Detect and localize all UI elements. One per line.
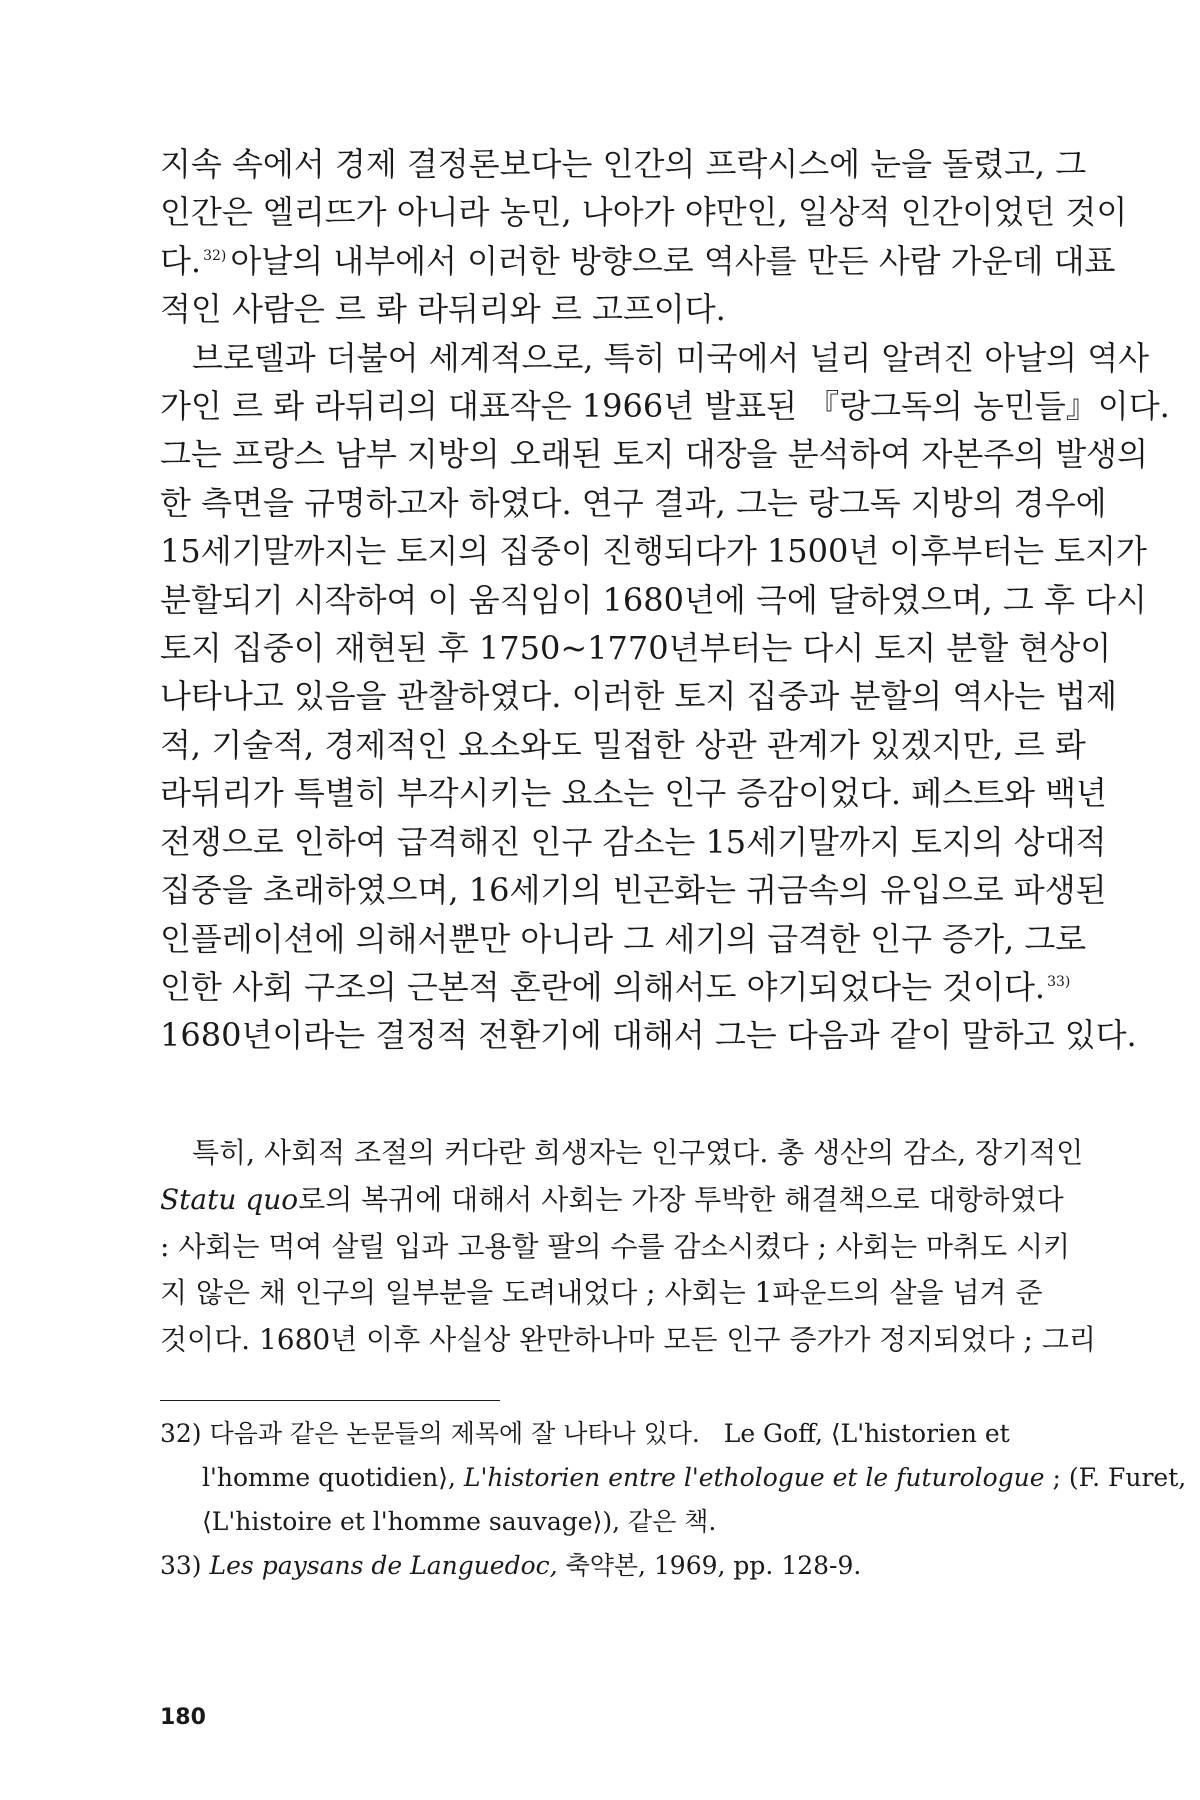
footnote-32-cont: ⟨L'histoire et l'homme sauvage⟩), 같은 책. [202, 1507, 717, 1536]
footnotes [160, 1412, 1187, 1588]
footnote-number: 33) [160, 1551, 202, 1580]
text-line: 브로델과 더불어 세계적으로, 특히 미국에서 널리 알려진 아날의 역사 [192, 338, 1150, 377]
text-fragment: Le Goff, ⟨L'historien et [723, 1419, 1010, 1448]
footnote-33 [160, 1544, 1020, 1588]
footnote-ref-32: 32) [203, 248, 227, 265]
text-line: 그는 프랑스 남부 지방의 오래된 토지 대장을 분석하여 자본주의 발생의 [160, 435, 1148, 474]
quote-line [160, 1177, 1064, 1224]
block-quote [160, 1130, 1096, 1364]
text-line: 적, 기술적, 경제적인 요소와도 밀접한 상관 관계가 있겠지만, 르 롸 [160, 725, 1086, 764]
footnote-ref-33: 33) [1047, 974, 1071, 991]
quote-line: 것이다. 1680년 이후 사실상 완만하나마 모든 인구 증가가 정지되었다 ; 그리 [160, 1323, 1096, 1357]
text-line: 인플레이션에 의해서뿐만 아니라 그 세기의 급격한 인구 증가, 그로 [160, 919, 1087, 958]
text-line: 한 측면을 규명하고자 하였다. 연구 결과, 그는 랑그독 지방의 경우에 [160, 483, 1107, 522]
footnote-32-cont [160, 1456, 1187, 1500]
text-line: 분할되기 시작하여 이 움직임이 1680년에 극에 달하였으며, 그 후 다시 [160, 580, 1147, 619]
text-fragment: l'homme quotidien⟩, [202, 1463, 456, 1492]
book-title: L'historien entre l'ethologue et le futurologue [463, 1463, 1045, 1492]
text-fragment: ; (F. Furet, [1052, 1463, 1187, 1492]
text-line: 라뒤리가 특별히 부각시키는 요소는 인구 증감이었다. 페스트와 백년 [160, 774, 1107, 813]
text-fragment: 다. [160, 241, 202, 280]
text-line: 1680년이라는 결정적 전환기에 대해서 그는 다음과 같이 말하고 있다. [160, 1016, 1137, 1055]
footnote-32 [160, 1412, 1020, 1456]
text-line [160, 237, 1116, 285]
quote-line: : 사회는 먹여 살릴 입과 고용할 팔의 수를 감소시켰다 ; 사회는 마취도 시키 [160, 1229, 1071, 1263]
text-fragment: 인한 사회 구조의 근본적 혼란에 의해서도 야기되었다는 것이다. [160, 967, 1046, 1006]
quote-line: 지 않은 채 인구의 일부분을 도려내었다 ; 사회는 1파운드의 살을 넘겨 준 [160, 1276, 1043, 1310]
footnote-number: 32) [160, 1419, 202, 1448]
text-fragment: 축약본, 1969, pp. 128-9. [565, 1551, 862, 1580]
text-line: 15세기말까지는 토지의 집중이 진행되다가 1500년 이후부터는 토지가 [160, 532, 1147, 571]
main-text [160, 140, 1170, 1060]
latin-phrase: Statu quo [160, 1182, 299, 1216]
text-line: 집중을 초래하였으며, 16세기의 빈곤화는 귀금속의 유입으로 파생된 [160, 871, 1107, 910]
text-line: 인간은 엘리뜨가 아니라 농민, 나아가 야만인, 일상적 인간이었던 것이 [160, 193, 1128, 232]
text-fragment: 다음과 같은 논문들의 제목에 잘 나타나 있다. [209, 1419, 700, 1448]
text-line: 가인 르 롸 라뒤리의 대표작은 1966년 발표된 『랑그독의 농민들』이다. [160, 387, 1170, 426]
page-number: 180 [160, 1705, 206, 1730]
book-title: Les paysans de Languedoc, [209, 1551, 558, 1580]
text-fragment: 로의 복귀에 대해서 사회는 가장 투박한 해결책으로 대항하였다 [298, 1182, 1064, 1216]
text-line [160, 963, 1071, 1011]
text-line: 나타나고 있음을 관찰하였다. 이러한 토지 집중과 분할의 역사는 법제 [160, 677, 1118, 716]
text-line: 전쟁으로 인하여 급격해진 인구 감소는 15세기말까지 토지의 상대적 [160, 822, 1107, 861]
footnote-divider [160, 1400, 500, 1401]
text-line: 적인 사람은 르 롸 라뒤리와 르 고프이다. [160, 290, 726, 329]
quote-line: 특히, 사회적 조절의 커다란 희생자는 인구였다. 총 생산의 감소, 장기적인 [192, 1136, 1084, 1169]
text-line: 지속 속에서 경제 결정론보다는 인간의 프락시스에 눈을 돌렸고, 그 [160, 145, 1087, 183]
text-fragment: 아날의 내부에서 이러한 방향으로 역사를 만든 사람 가운데 대표 [230, 241, 1116, 280]
text-line: 토지 집중이 재현된 후 1750~1770년부터는 다시 토지 분할 현상이 [160, 629, 1112, 668]
